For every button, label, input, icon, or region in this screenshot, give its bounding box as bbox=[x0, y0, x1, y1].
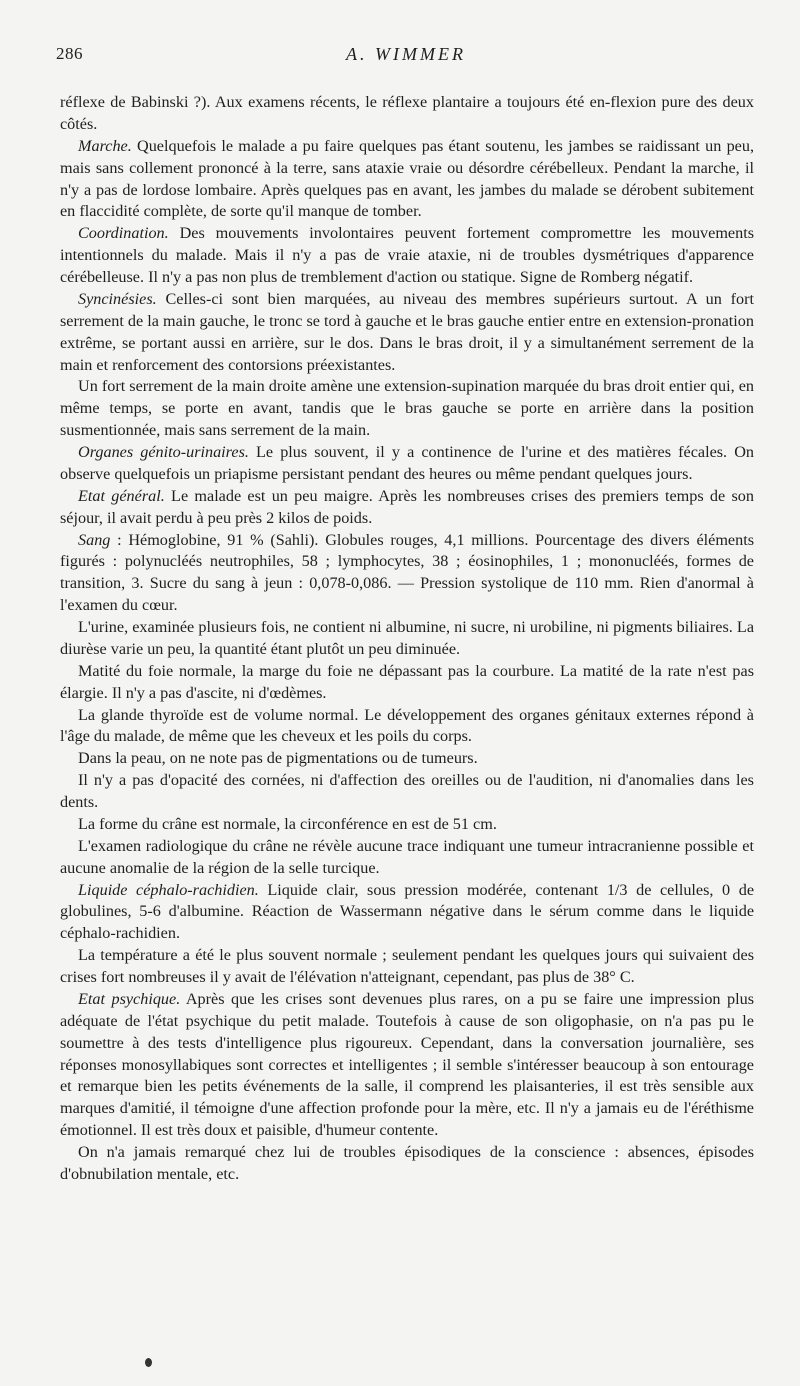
paragraph-text: Quelquefois le malade a pu faire quelques pas étant soutenu, les jambes se raidissant un peu, mais sans collement prononcé à la terre, sans ataxie vraie ou désordre cérébelleux. Pendant la marche, il n'y a pas de lordose lombaire. Après quelques pas en avant, les jambes du malade se dérobent subitement en flaccidité complète, de sorte qu'il manque de tomber. bbox=[60, 136, 754, 221]
paragraph-lead: Liquide céphalo-rachidien. bbox=[78, 880, 259, 899]
paragraph-radiologique bbox=[60, 836, 754, 880]
page-header bbox=[56, 44, 756, 74]
paragraph-lead: Marche. bbox=[78, 136, 132, 155]
paragraph-text: L'urine, examinée plusieurs fois, ne contient ni albumine, ni sucre, ni urobiline, ni pigments biliaires. La diurèse varie un peu, la quantité étant plutôt un peu diminuée. bbox=[60, 618, 754, 658]
paragraph-text: On n'a jamais remarqué chez lui de troubles épisodiques de la conscience : absences, épisodes d'obnubilation mentale, etc. bbox=[60, 1143, 754, 1183]
paragraph-crane bbox=[60, 814, 754, 836]
paragraph-text: Des mouvements involontaires peuvent fortement compromettre les mouvements intentionnels du malade. Mais il n'y a pas de vraie ataxie, ni de troubles dysmétriques d'apparence cérébelleuse. Il n'y a pas non plus de tremblement d'action ou statique. Signe de Romberg négatif. bbox=[60, 224, 754, 286]
body-text bbox=[60, 92, 754, 1186]
paragraph-liquide bbox=[60, 880, 754, 946]
page-number: 286 bbox=[56, 44, 83, 63]
paragraph-babinski bbox=[60, 92, 754, 136]
paragraph-peau bbox=[60, 748, 754, 770]
paragraph-lead: Etat général. bbox=[78, 486, 165, 505]
paragraph-cornees bbox=[60, 770, 754, 814]
paragraph-lead: Organes génito-urinaires. bbox=[78, 443, 249, 461]
paragraph-foie bbox=[60, 661, 754, 705]
paragraph-text: La température a été le plus souvent normale ; seulement pendant les quelques jours qui suivaient des crises fort nombreuses il y avait de l'élévation n'atteignant, cependant, pas plus de 38° C. bbox=[60, 946, 754, 986]
paragraph-lead: Etat psychique. bbox=[78, 989, 181, 1008]
paragraph-organes bbox=[60, 442, 754, 486]
paragraph-text: Il n'y a pas d'opacité des cornées, ni d'affection des oreilles ou de l'audition, ni d'anomalies dans les dents. bbox=[60, 771, 754, 811]
paragraph-syncinesies bbox=[60, 289, 754, 377]
paragraph-conscience bbox=[60, 1142, 754, 1186]
paragraph-text: Celles-ci sont bien marquées, au niveau des membres supérieurs surtout. A un fort serrement de la main gauche, le tronc se tord à gauche et le bras gauche entier entre en extension-pronation extrême, se portant aussi en arrière, sur le dos. Dans le bras droit, il y a simultanément serrement de la main et renforcement des contorsions préexistantes. bbox=[60, 289, 754, 374]
paragraph-marche bbox=[60, 136, 754, 224]
paragraph-lead: Sang bbox=[78, 530, 111, 549]
paragraph-thyroide bbox=[60, 705, 754, 749]
paragraph-text: Matité du foie normale, la marge du foie ne dépassant pas la courbure. La matité de la rate n'est pas élargie. Il n'y a pas d'ascite, ni d'œdèmes. bbox=[60, 661, 754, 702]
paragraph-etat-general bbox=[60, 486, 754, 530]
paragraph-text: Dans la peau, on ne note pas de pigmentations ou de tumeurs. bbox=[78, 749, 478, 768]
paragraph-etat-psychique bbox=[60, 989, 754, 1142]
paragraph-text: : Hémoglobine, 91 % (Sahli). Globules rouges, 4,1 millions. Pourcentage des divers éléments figurés : polynucléés neutrophiles, 58 ; lymphocytes, 38 ; éosinophiles, 1 ; mononucléés, formes de transition, 3. Sucre du sang à jeun : 0,078-0,086. — Pression systolique de 110 mm. Rien d'anormal à l'examen du cœur. bbox=[60, 530, 754, 615]
paragraph-text: La forme du crâne est normale, la circonférence en est de 51 cm. bbox=[78, 814, 497, 833]
paragraph-serrement bbox=[60, 376, 754, 442]
paragraph-coordination bbox=[60, 223, 754, 289]
paragraph-text: Un fort serrement de la main droite amène une extension-supination marquée du bras droit entier qui, en même temps, se porte en avant, tandis que le bras gauche se porte en arrière dans la position susmentionnée, mais sans serrement de la main. bbox=[60, 377, 754, 440]
paragraph-urine bbox=[60, 617, 754, 661]
paragraph-lead: Coordination. bbox=[78, 224, 169, 243]
paragraph-text: La glande thyroïde est de volume normal. Le développement des organes génitaux externes répond à l'âge du malade, de même que les cheveux et les poils du corps. bbox=[60, 705, 754, 746]
paragraph-text: Liquide clair, sous pression modérée, contenant 1/3 de cellules, 0 de globulines, 5-6 d'albumine. Réaction de Wassermann négative dans le sérum comme dans le liquide céphalo-rachidien. bbox=[60, 880, 754, 943]
ink-spot bbox=[145, 1358, 152, 1367]
running-head: A. WIMMER bbox=[346, 44, 466, 64]
paragraph-text: réflexe de Babinski ?). Aux examens récents, le réflexe plantaire a toujours été en-flexion pure des deux côtés. bbox=[60, 93, 754, 133]
paragraph-text: L'examen radiologique du crâne ne révèle aucune trace indiquant une tumeur intracranienne possible et aucune anomalie de la région de la selle turcique. bbox=[60, 836, 754, 877]
paragraph-temperature bbox=[60, 945, 754, 989]
paragraph-text: Le malade est un peu maigre. Après les nombreuses crises des premiers temps de son séjour, il avait perdu à peu près 2 kilos de poids. bbox=[60, 486, 754, 527]
paragraph-lead: Syncinésies. bbox=[78, 289, 157, 308]
paragraph-text: Après que les crises sont devenues plus rares, on a pu se faire une impression plus adéquate de l'état psychique du petit malade. Toutefois à cause de son oligophasie, on n'a pas pu le soumettre à des tests d'intelligence plus rigoureux. Cependant, dans la conversation journalière, ses réponses monosyllabiques sont correctes et intelligentes ; il semble s'intéresser beaucoup à son entourage et remarque bien les petits événements de la salle, il comprend les plaisanteries, il est très sensible aux marques d'amitié, il témoigne d'une affection profonde pour la mère, etc. Il n'y a jamais eu de l'éréthisme émotionnel. Il est très doux et paisible, d'humeur contente. bbox=[60, 989, 754, 1140]
paragraph-sang bbox=[60, 530, 754, 618]
paragraph-text: Le plus souvent, il y a continence de l'urine et des matières fécales. On observe quelquefois un priapisme persistant pendant des heures ou même pendant quelques jours. bbox=[60, 443, 754, 483]
